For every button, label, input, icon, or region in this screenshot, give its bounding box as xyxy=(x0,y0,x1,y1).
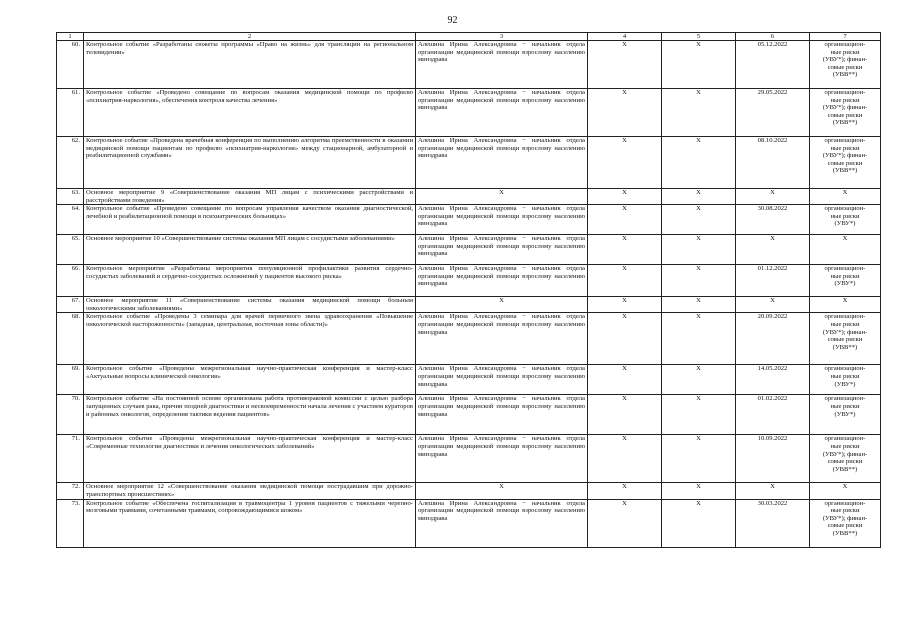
row-risks xyxy=(810,365,881,395)
column-header: 4 xyxy=(588,33,662,41)
row-number: 62. xyxy=(57,137,84,189)
row-col-4: Х xyxy=(588,137,662,189)
row-description: Контрольное событие «Проведено совещание по вопросам оказания медицинской помощи по профилю «психиатрия-наркология», обеспечения контроля качества лечения» xyxy=(84,89,416,137)
column-header: 7 xyxy=(810,33,881,41)
row-col-4: Х xyxy=(588,499,662,547)
row-number: 68. xyxy=(57,313,84,365)
row-responsible: Алешина Ирина Александровна − начальник отдела организации медицинской помощи взрослому населению минздрава xyxy=(416,205,588,235)
risk-line: ные риски xyxy=(830,212,860,220)
row-description: Основное мероприятие 9 «Совершенствование оказания МП лицам с психическими расстройствами и расстройствами поведения» xyxy=(84,189,416,205)
risk-line: (УВВ**) xyxy=(832,343,858,351)
row-description: Контрольное событие «Проведены межрегиональная научно-практическая конференция и мастер-класс «Актуальные вопросы клинической онкологии» xyxy=(84,365,416,395)
row-date: 20.09.2022 xyxy=(736,313,810,365)
row-risks xyxy=(810,313,881,365)
row-risks xyxy=(810,41,881,89)
row-risks xyxy=(810,435,881,483)
risk-line: (УВВ**) xyxy=(832,465,858,473)
row-description: Контрольное событие «Обеспечена госпитализация в травмоцентры 1 уровня пациентов с тяжелыми черепно-мозговыми травмами, сочетанными травмами, сопровождающимися шоком» xyxy=(84,499,416,547)
row-risks xyxy=(810,235,881,265)
row-col-4: Х xyxy=(588,297,662,313)
row-col-4: Х xyxy=(588,89,662,137)
table-row xyxy=(57,89,881,137)
row-description: Основное мероприятие 12 «Совершенствование оказания медицинской помощи пострадавшим при дорожно-транспортных происшествиях» xyxy=(84,483,416,499)
table-row xyxy=(57,365,881,395)
risk-line: ные риски xyxy=(830,144,860,152)
risk-line: (УВУ*); финан- xyxy=(822,328,868,336)
row-responsible: Алешина Ирина Александровна − начальник отдела организации медицинской помощи взрослому населению минздрава xyxy=(416,41,588,89)
row-responsible: Х xyxy=(416,189,588,205)
risk-line: совые риски xyxy=(827,159,863,167)
risk-line: организацион- xyxy=(824,137,866,144)
row-number: 65. xyxy=(57,235,84,265)
risk-line: ные риски xyxy=(830,96,860,104)
row-col-5: Х xyxy=(662,137,736,189)
risk-line: ные риски xyxy=(830,320,860,328)
row-date: 01.12.2022 xyxy=(736,265,810,297)
row-risks xyxy=(810,297,881,313)
row-number: 67. xyxy=(57,297,84,313)
risk-line: совые риски xyxy=(827,63,863,71)
row-number: 60. xyxy=(57,41,84,89)
row-number: 61. xyxy=(57,89,84,137)
row-description: Контрольное событие «Проведена врачебная конференция по выполнению алгоритма преемственности в оказании медицинской помощи пациентам по профилю «психиатрия-наркология» между стационарной, амбулаторной и реабилитационной службами» xyxy=(84,137,416,189)
row-number: 71. xyxy=(57,435,84,483)
table-row xyxy=(57,137,881,189)
row-col-5: Х xyxy=(662,313,736,365)
risk-line: (УВУ*); финан- xyxy=(822,56,868,64)
table-row xyxy=(57,265,881,297)
row-date: Х xyxy=(736,189,810,205)
row-date: 05.12.2022 xyxy=(736,41,810,89)
row-col-4: Х xyxy=(588,435,662,483)
risk-line: (УВУ*); финан- xyxy=(822,104,868,112)
risk-line: ные риски xyxy=(830,402,860,410)
row-date: Х xyxy=(736,235,810,265)
row-number: 70. xyxy=(57,395,84,435)
row-number: 63. xyxy=(57,189,84,205)
row-col-5: Х xyxy=(662,483,736,499)
risk-line: (УВВ**) xyxy=(832,119,858,127)
row-risks xyxy=(810,483,881,499)
row-col-5: Х xyxy=(662,365,736,395)
row-risks xyxy=(810,499,881,547)
row-responsible: Алешина Ирина Александровна − начальник отдела организации медицинской помощи взрослому населению минздрава xyxy=(416,137,588,189)
row-col-5: Х xyxy=(662,205,736,235)
risk-line: (УВВ**) xyxy=(832,71,858,79)
row-date: 30.03.2022 xyxy=(736,499,810,547)
risk-line: совые риски xyxy=(827,458,863,466)
table-row xyxy=(57,483,881,499)
risk-line: (УВВ**) xyxy=(832,167,858,175)
risk-line: ные риски xyxy=(830,372,860,380)
row-col-5: Х xyxy=(662,41,736,89)
risk-line: (УВУ*); финан- xyxy=(822,450,868,458)
risk-line: ные риски xyxy=(830,507,860,515)
row-description: Основное мероприятие 10 «Совершенствование системы оказания МП лицам с сосудистыми заболеваниями» xyxy=(84,235,416,265)
row-description: Контрольное событие «Разработаны сюжеты программы «Право на жизнь» для трансляции на региональном телевидении» xyxy=(84,41,416,89)
row-col-4: Х xyxy=(588,41,662,89)
row-responsible: Алешина Ирина Александровна − начальник отдела организации медицинской помощи взрослому населению минздрава xyxy=(416,435,588,483)
risk-line: организацион- xyxy=(824,205,866,213)
risk-line: организацион- xyxy=(824,395,866,403)
risk-line: (УВУ*) xyxy=(834,410,856,418)
row-responsible: Алешина Ирина Александровна − начальник отдела организации медицинской помощи взрослому населению минздрава xyxy=(416,365,588,395)
row-number: 69. xyxy=(57,365,84,395)
row-number: 73. xyxy=(57,499,84,547)
row-col-4: Х xyxy=(588,365,662,395)
row-col-4: Х xyxy=(588,313,662,365)
column-header: 5 xyxy=(662,33,736,41)
table-row xyxy=(57,395,881,435)
row-col-4: Х xyxy=(588,205,662,235)
risk-line: совые риски xyxy=(827,522,863,530)
column-header: 2 xyxy=(84,33,416,41)
table-row xyxy=(57,435,881,483)
row-responsible: Алешина Ирина Александровна − начальник отдела организации медицинской помощи взрослому населению минздрава xyxy=(416,235,588,265)
risk-line: организацион- xyxy=(824,499,866,507)
table-row xyxy=(57,41,881,89)
row-number: 72. xyxy=(57,483,84,499)
risk-line: ные риски xyxy=(830,442,860,450)
risk-line: (УВВ**) xyxy=(832,529,858,537)
risk-line: организацион- xyxy=(824,89,866,96)
row-col-5: Х xyxy=(662,235,736,265)
row-risks xyxy=(810,89,881,137)
row-responsible: Алешина Ирина Александровна − начальник отдела организации медицинской помощи взрослому населению минздрава xyxy=(416,499,588,547)
risk-line: организацион- xyxy=(824,365,866,373)
row-date: Х xyxy=(736,483,810,499)
risk-line: Х xyxy=(842,235,848,243)
row-description: Контрольное событие «Проведены 3 семинара для врачей первичного звена здравоохранения «Повышение онкологической настороженности» (западная, центральная, восточная зоны области)» xyxy=(84,313,416,365)
row-responsible: Алешина Ирина Александровна − начальник отдела организации медицинской помощи взрослому населению минздрава xyxy=(416,395,588,435)
risk-line: организацион- xyxy=(824,265,866,273)
row-col-4: Х xyxy=(588,265,662,297)
row-responsible: Х xyxy=(416,483,588,499)
row-col-5: Х xyxy=(662,499,736,547)
row-date: 14.05.2022 xyxy=(736,365,810,395)
document-table xyxy=(56,32,881,548)
risk-line: (УВУ*) xyxy=(834,220,856,228)
risk-line: (УВУ*); финан- xyxy=(822,514,868,522)
row-number: 64. xyxy=(57,205,84,235)
risk-line: ные риски xyxy=(830,272,860,280)
page-number: 92 xyxy=(447,15,458,26)
row-col-4: Х xyxy=(588,395,662,435)
row-col-4: Х xyxy=(588,483,662,499)
row-col-5: Х xyxy=(662,89,736,137)
row-risks xyxy=(810,137,881,189)
row-responsible: Алешина Ирина Александровна − начальник отдела организации медицинской помощи взрослому населению минздрава xyxy=(416,265,588,297)
row-description: Основное мероприятие 11 «Совершенствование системы оказания медицинской помощи больным онкологическими заболеваниями» xyxy=(84,297,416,313)
row-risks xyxy=(810,189,881,205)
row-date: 01.02.2022 xyxy=(736,395,810,435)
row-col-5: Х xyxy=(662,395,736,435)
row-date: Х xyxy=(736,297,810,313)
row-description: Контрольное событие «На постоянной основе организована работа противораковой комиссии с целью разбора запущенных случаев рака, причин поздней диагностики и несвоевременности начала лечения с участием кураторов и районных онкологов, определения тактики ведения пациентов» xyxy=(84,395,416,435)
column-header: 6 xyxy=(736,33,810,41)
row-description: Контрольное событие «Проведены межрегиональная научно-практическая конференция и мастер-класс «Современные технологии диагностики и лечения онкологических заболеваний» xyxy=(84,435,416,483)
row-date: 10.09.2022 xyxy=(736,435,810,483)
table-header-row xyxy=(57,33,881,41)
risk-line: Х xyxy=(842,297,848,305)
risk-line: (УВУ*) xyxy=(834,380,856,388)
row-responsible: Алешина Ирина Александровна − начальник отдела организации медицинской помощи взрослому населению минздрава xyxy=(416,89,588,137)
row-col-5: Х xyxy=(662,297,736,313)
risk-line: (УВУ*); финан- xyxy=(822,152,868,160)
row-risks xyxy=(810,265,881,297)
row-number: 66. xyxy=(57,265,84,297)
column-header: 1 xyxy=(57,33,84,41)
table-row xyxy=(57,297,881,313)
row-responsible: Алешина Ирина Александровна − начальник отдела организации медицинской помощи взрослому населению минздрава xyxy=(416,313,588,365)
table-row xyxy=(57,189,881,205)
table-row xyxy=(57,205,881,235)
row-description: Контрольное событие «Проведено совещание по вопросам управления качеством оказания диагностической, лечебной и реабилитационной помощи в психиатрических больницах» xyxy=(84,205,416,235)
table-row xyxy=(57,313,881,365)
row-col-4: Х xyxy=(588,235,662,265)
risk-line: (УВУ*) xyxy=(834,280,856,288)
risk-line: совые риски xyxy=(827,336,863,344)
risk-line: ные риски xyxy=(830,48,860,56)
row-col-4: Х xyxy=(588,189,662,205)
row-col-5: Х xyxy=(662,189,736,205)
risk-line: организацион- xyxy=(824,41,866,48)
risk-line: организацион- xyxy=(824,435,866,443)
row-date: 29.05.2022 xyxy=(736,89,810,137)
row-risks xyxy=(810,395,881,435)
risk-line: совые риски xyxy=(827,111,863,119)
risk-line: Х xyxy=(842,483,848,491)
row-col-5: Х xyxy=(662,435,736,483)
risk-line: организацион- xyxy=(824,313,866,321)
risk-line: Х xyxy=(842,189,848,196)
row-responsible: Х xyxy=(416,297,588,313)
row-date: 08.10.2022 xyxy=(736,137,810,189)
row-description: Контрольное мероприятие «Разработаны мероприятия популяционной профилактики развития сердечно-сосудистых заболеваний и сердечно-сосудистых осложнений у пациентов высокого риска» xyxy=(84,265,416,297)
column-header: 3 xyxy=(416,33,588,41)
table-row xyxy=(57,499,881,547)
table-row xyxy=(57,235,881,265)
row-date: 30.08.2022 xyxy=(736,205,810,235)
row-risks xyxy=(810,205,881,235)
row-col-5: Х xyxy=(662,265,736,297)
